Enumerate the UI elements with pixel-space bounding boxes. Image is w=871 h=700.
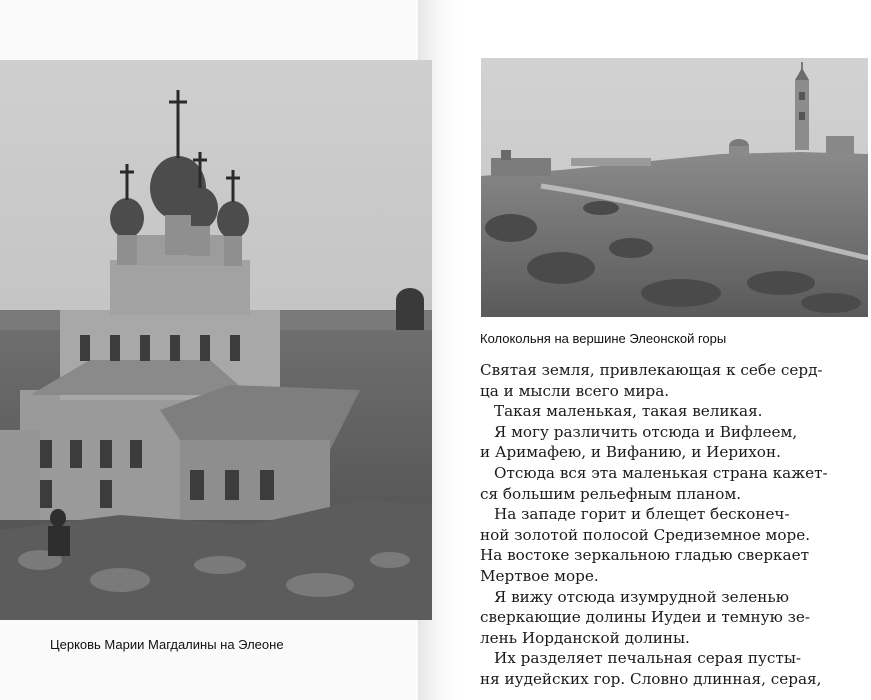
bell-tower-photo: [481, 58, 868, 317]
text-line: ной золотой полосой Средиземное море.: [480, 525, 811, 544]
text-line: Я вижу отсюда изумрудной зеленью: [494, 587, 789, 606]
text-line: На востоке зеркальною гладью сверкает: [480, 546, 809, 565]
text-line: лень Иорданской долины.: [480, 628, 690, 647]
text-line: Такая маленькая, такая великая.: [494, 402, 763, 421]
text-line: Я могу различить отсюда и Вифлеем,: [494, 422, 798, 441]
text-line: сверкающие долины Иудеи и темную зе-: [480, 608, 811, 627]
text-line: ца и мысли всего мира.: [480, 381, 670, 400]
text-line: и Аримафею, и Вифанию, и Иерихон.: [480, 443, 781, 462]
text-line: На западе горит и блещет бесконеч-: [494, 505, 790, 524]
text-line: Отсюда вся эта маленькая страна кажет-: [494, 463, 828, 482]
church-photo: [0, 60, 432, 620]
text-line: Святая земля, привлекающая к себе серд-: [480, 361, 823, 379]
church-illustration: [0, 60, 432, 620]
text-line: Их разделяет печальная серая пусты-: [494, 649, 802, 668]
landscape-illustration: [481, 58, 868, 317]
text-line: ся большим рельефным планом.: [480, 484, 742, 503]
body-text: [480, 360, 828, 690]
text-line: ня иудейских гор. Словно длинная, серая,: [480, 669, 822, 688]
text-line: Мертвое море.: [480, 566, 599, 585]
church-photo-caption: Церковь Марии Магдалины на Элеоне: [50, 637, 284, 652]
bell-tower-photo-caption: Колокольня на вершине Элеонской горы: [480, 331, 727, 346]
